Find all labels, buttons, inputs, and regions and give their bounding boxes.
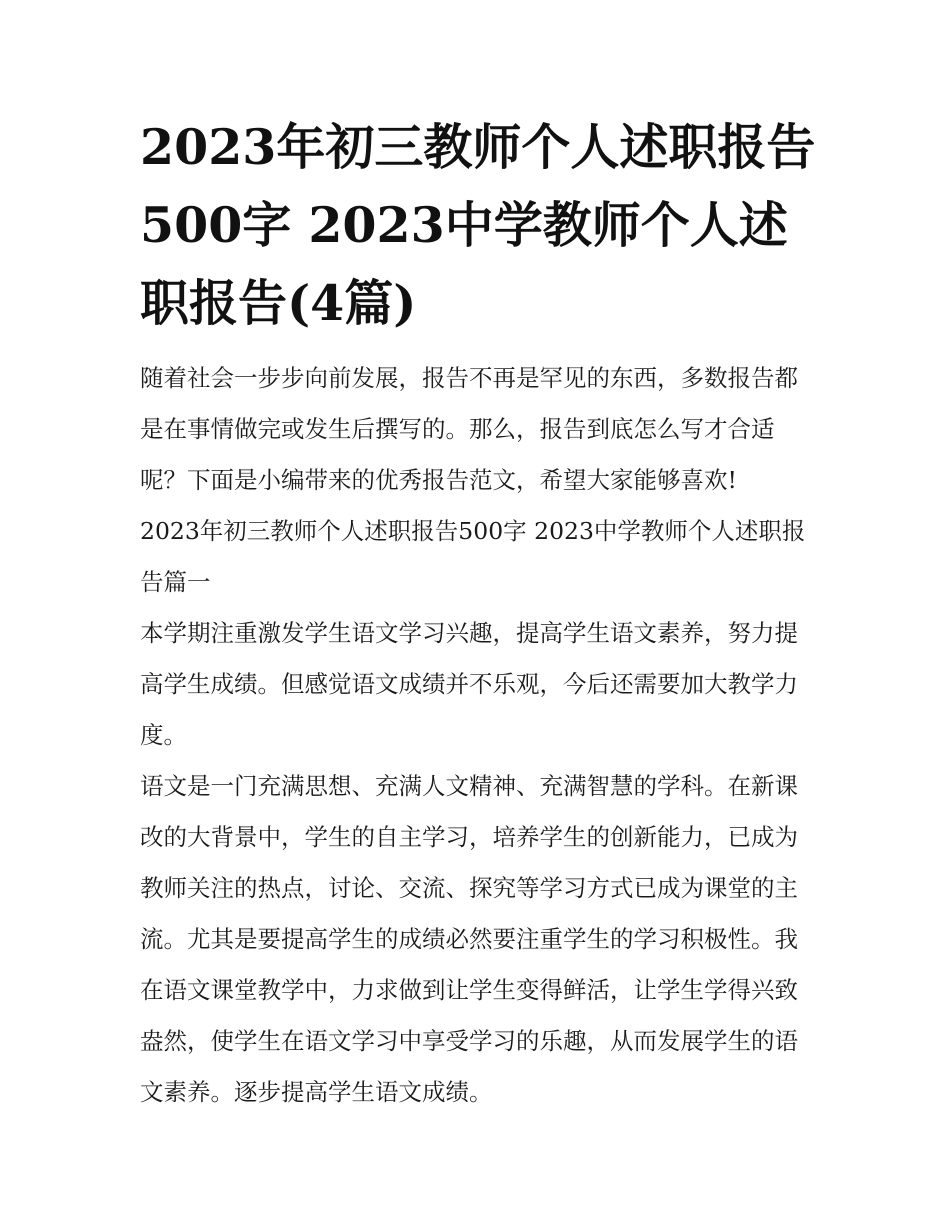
intro-paragraph: 随着社会一步步向前发展，报告不再是罕见的东西，多数报告都是在事情做完或发生后撰写的。那么，报告到底怎么写才合适呢？下面是小编带来的优秀报告范文，希望大家能够喜欢! bbox=[140, 364, 798, 494]
document-title: 2023年初三教师个人述职报告500字 2023中学教师个人述职报告(4篇) bbox=[140, 118, 816, 332]
section-heading: 2023年初三教师个人述职报告500字 2023中学教师个人述职报告篇一 bbox=[140, 517, 806, 596]
body-paragraph: 语文是一门充满思想、充满人文精神、充满智慧的学科。在新课改的大背景中，学生的自主学习，培养学生的创新能力，已成为教师关注的热点，讨论、交流、探究等学习方式已成为课堂的主流。尤其是要提高学生的成绩必然要注重学生的学习积极性。我在语文课堂教学中，力求做到让学生变得鲜活，让学生学得兴致盎然，使学生在语文学习中享受学习的乐趣，从而发展学生的语文素养。逐步提高学生语文成绩。 bbox=[140, 772, 798, 1106]
body-paragraph: 本学期注重激发学生语文学习兴趣，提高学生语文素养，努力提高学生成绩。但感觉语文成绩并不乐观，今后还需要加大教学力度。 bbox=[140, 619, 798, 749]
